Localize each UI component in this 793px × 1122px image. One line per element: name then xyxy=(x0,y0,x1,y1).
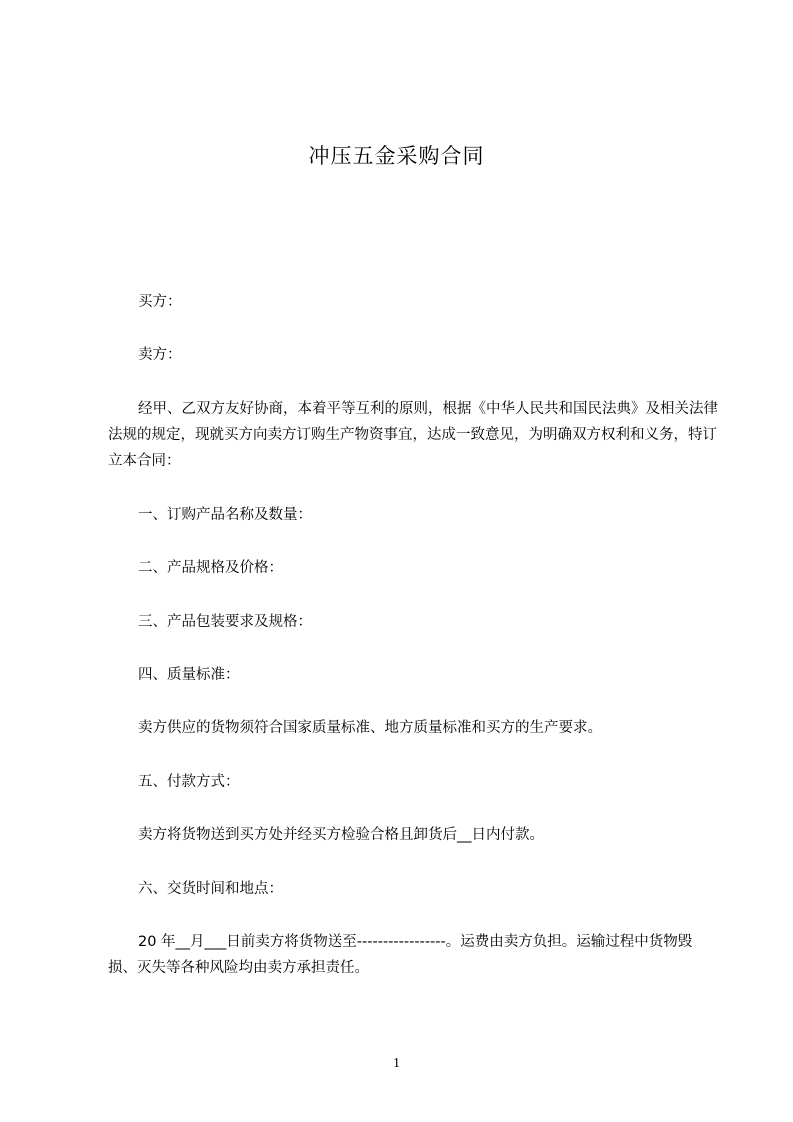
buyer-line: 买方： xyxy=(138,294,182,310)
seller-line: 卖方： xyxy=(138,347,182,363)
page-number: 1 xyxy=(393,1056,400,1071)
delivery-paragraph: 20 年__月___日前卖方将货物送至-----------------。运费由卖方负担。运输过程中货物毁损、灭失等各种风险均由卖方承担责任。 xyxy=(108,934,693,976)
quality-paragraph: 卖方供应的货物须符合国家质量标准、地方质量标准和买方的生产要求。 xyxy=(138,720,602,736)
section-3-heading: 三、产品包装要求及规格： xyxy=(138,614,312,630)
document-title: 冲压五金采购合同 xyxy=(308,144,485,168)
section-2-heading: 二、产品规格及价格： xyxy=(138,560,283,576)
section-4-heading: 四、质量标准： xyxy=(138,667,240,683)
section-1-heading: 一、订购产品名称及数量： xyxy=(138,507,312,523)
section-5-heading: 五、付款方式： xyxy=(138,774,240,790)
intro-paragraph: 经甲、乙双方友好协商，本着平等互利的原则，根据《中华人民共和国民法典》及相关法律法规的规定，现就买方向卖方订购生产物资事宜，达成一致意见，为明确双方权利和义务，特订立本合同： xyxy=(108,401,718,469)
payment-paragraph: 卖方将货物送到买方处并经买方检验合格且卸货后__日内付款。 xyxy=(138,827,544,843)
section-6-heading: 六、交货时间和地点： xyxy=(138,881,283,897)
